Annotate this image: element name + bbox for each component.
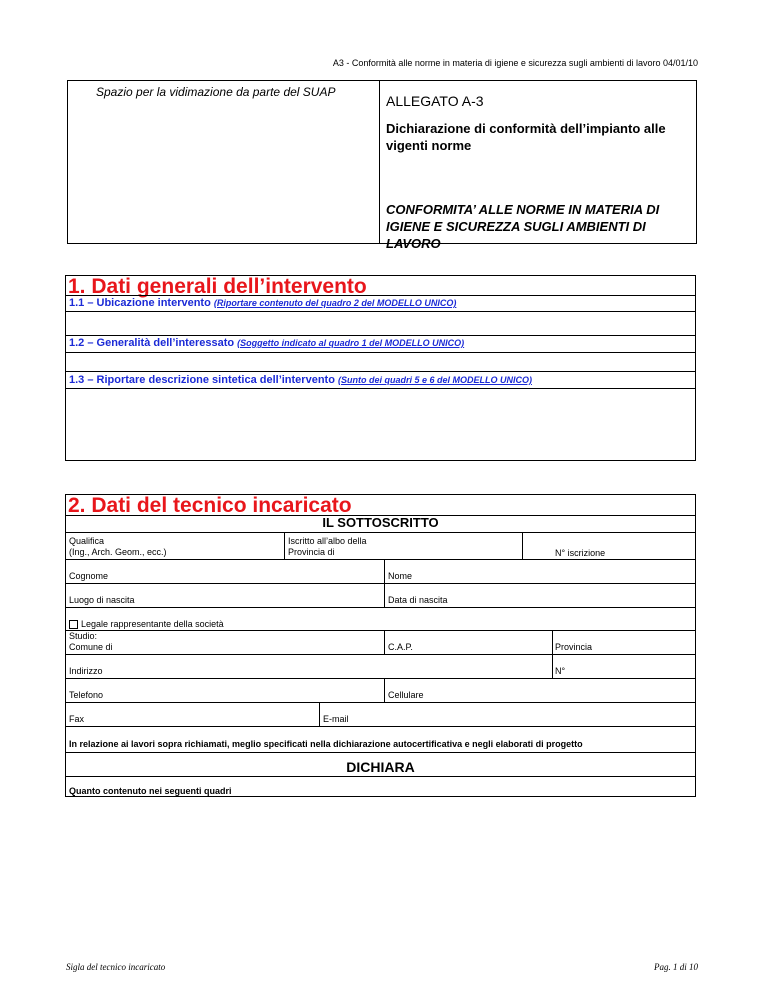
conformita-heading: CONFORMITA’ ALLE NORME IN MATERIA DI IGIENE E SICUREZZA SUGLI AMBIENTI DI LAVORO <box>386 202 660 251</box>
subsection-1-3-label: 1.3 – Riportare descrizione sintetica dell’intervento (Sunto dei quadri 5 e 6 del MODELLO UNICO) <box>69 374 532 386</box>
suap-stamp-area-label: Spazio per la vidimazione da parte del SUAP <box>96 85 336 99</box>
subsection-1-2-label: 1.2 – Generalità dell’interessato (Soggetto indicato al quadro 1 del MODELLO UNICO) <box>69 337 465 349</box>
relazione-text: In relazione ai lavori sopra richiamati, meglio specificati nella dichiarazione autocertificativa e negli elaborati di progetto <box>69 739 583 749</box>
allegato-title: ALLEGATO A-3 <box>386 93 484 109</box>
comune-field[interactable]: Comune di <box>69 642 113 652</box>
cellulare-field[interactable]: Cellulare <box>388 690 424 700</box>
legale-rappresentante-option[interactable]: Legale rappresentante della società <box>69 619 224 630</box>
box-divider <box>379 81 380 243</box>
provincia-field[interactable]: Provincia <box>555 642 593 652</box>
nome-field[interactable]: Nome <box>388 571 413 581</box>
section-dati-generali <box>65 275 696 461</box>
email-field[interactable]: E-mail <box>323 714 349 724</box>
field-descrizione[interactable] <box>66 388 695 389</box>
sottoscritto-heading: IL SOTTOSCRITTO <box>322 515 439 530</box>
fax-field[interactable]: Fax <box>69 714 85 724</box>
indirizzo-field[interactable]: Indirizzo <box>69 666 103 676</box>
dichiara-heading: DICHIARA <box>346 759 415 775</box>
sigla-tecnico-label: Sigla del tecnico incaricato <box>66 962 166 972</box>
cognome-field[interactable]: Cognome <box>69 571 109 581</box>
studio-label: Studio: <box>69 631 98 641</box>
qualifica-label: Qualifica (Ing., Arch. Geom., ecc.) <box>69 536 167 557</box>
field-ubicazione[interactable] <box>66 335 695 336</box>
allegato-subtitle: Dichiarazione di conformità dell’impianto alle vigenti norme <box>386 121 666 153</box>
legale-checkbox[interactable] <box>69 620 78 629</box>
subsection-1-1-label: 1.1 – Ubicazione intervento (Riportare contenuto del quadro 2 del MODELLO UNICO) <box>69 297 457 309</box>
page-number: Pag. 1 di 10 <box>654 962 698 972</box>
telefono-field[interactable]: Telefono <box>69 690 104 700</box>
page-header: A3 - Conformità alle norme in materia di igiene e sicurezza sugli ambienti di lavoro 04/01/10 <box>332 58 698 68</box>
section-1-title: 1. Dati generali dell’intervento <box>68 275 367 298</box>
iscritto-label: Iscritto all’albo della Provincia di <box>288 536 367 557</box>
luogo-nascita-field[interactable]: Luogo di nascita <box>69 595 135 605</box>
numero-civico-field[interactable]: N° <box>555 666 566 676</box>
section-2-title: 2. Dati del tecnico incaricato <box>68 494 352 517</box>
n-iscrizione-label: N° iscrizione <box>555 548 606 558</box>
allegato-box <box>67 80 697 251</box>
field-generalita[interactable] <box>66 371 695 372</box>
cap-field[interactable]: C.A.P. <box>388 642 413 652</box>
data-nascita-field[interactable]: Data di nascita <box>388 595 448 605</box>
section-tecnico-incaricato <box>65 494 696 797</box>
quanto-contenuto-text: Quanto contenuto nei seguenti quadri <box>69 786 232 796</box>
